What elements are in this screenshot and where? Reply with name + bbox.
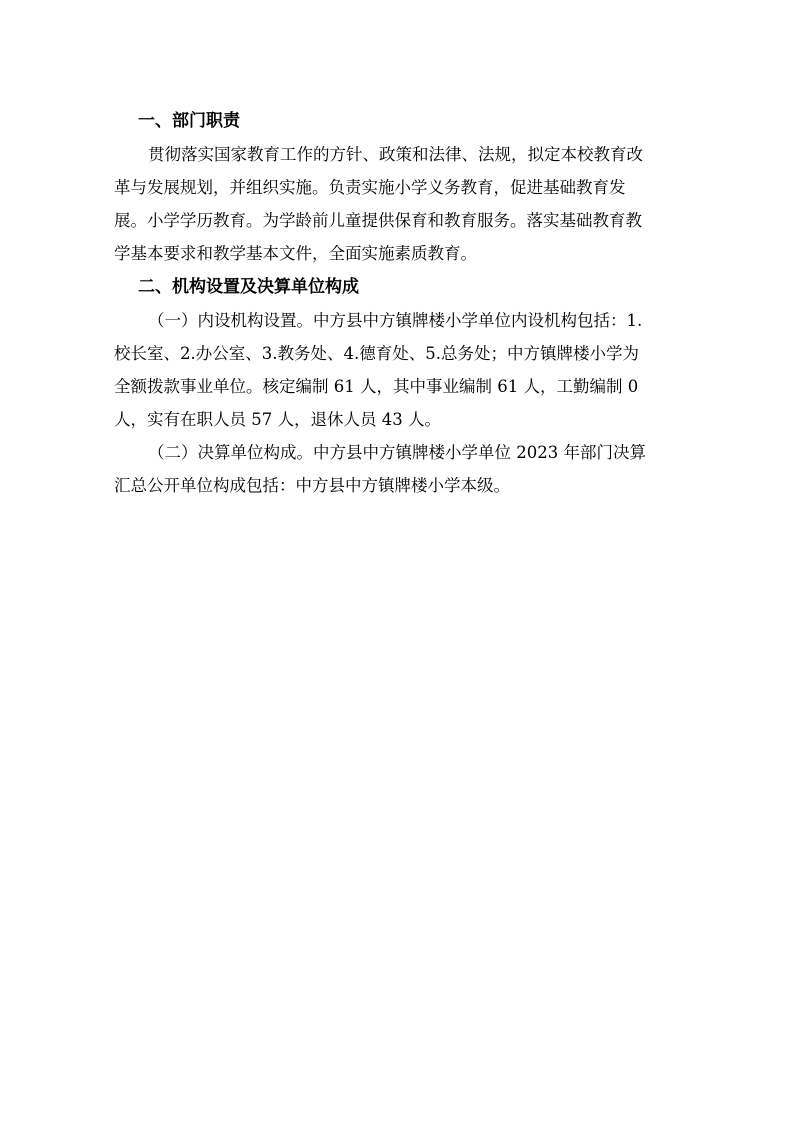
paragraph <box>114 304 682 436</box>
section-heading: 二、机构设置及决算单位构成 <box>138 277 359 297</box>
section-heading: 一、部门职责 <box>138 111 240 131</box>
section-department-duties <box>114 104 682 270</box>
paragraph-line: 全额拨款事业单位。核定编制 61 人，其中事业编制 61 人，工勤编制 0 <box>114 377 639 396</box>
paragraph-line: 贯彻落实国家教育工作的方针、政策和法律、法规，拟定本校教育改 <box>148 145 643 164</box>
paragraph-line: 校长室、2.办公室、3.教务处、4.德育处、5.总务处；中方镇牌楼小学为 <box>114 344 639 363</box>
paragraph <box>114 138 682 270</box>
paragraph-line: （一）内设机构设置。中方县中方镇牌楼小学单位内设机构包括：1. <box>148 311 643 330</box>
paragraph-line: 展。小学学历教育。为学龄前儿童提供保育和教育服务。落实基础教育教 <box>114 211 642 230</box>
document-body <box>114 104 682 502</box>
paragraph-line: （二）决算单位构成。中方县中方镇牌楼小学单位 2023 年部门决算 <box>148 443 646 462</box>
paragraph <box>114 436 682 502</box>
paragraph-line: 汇总公开单位构成包括：中方县中方镇牌楼小学本级。 <box>114 476 510 495</box>
paragraph-line: 学基本要求和教学基本文件，全面实施素质教育。 <box>114 244 477 263</box>
section-organization <box>114 270 682 502</box>
paragraph-line: 革与发展规划，并组织实施。负责实施小学义务教育，促进基础教育发 <box>114 178 626 197</box>
paragraph-line: 人，实有在职人员 57 人，退休人员 43 人。 <box>114 410 441 429</box>
